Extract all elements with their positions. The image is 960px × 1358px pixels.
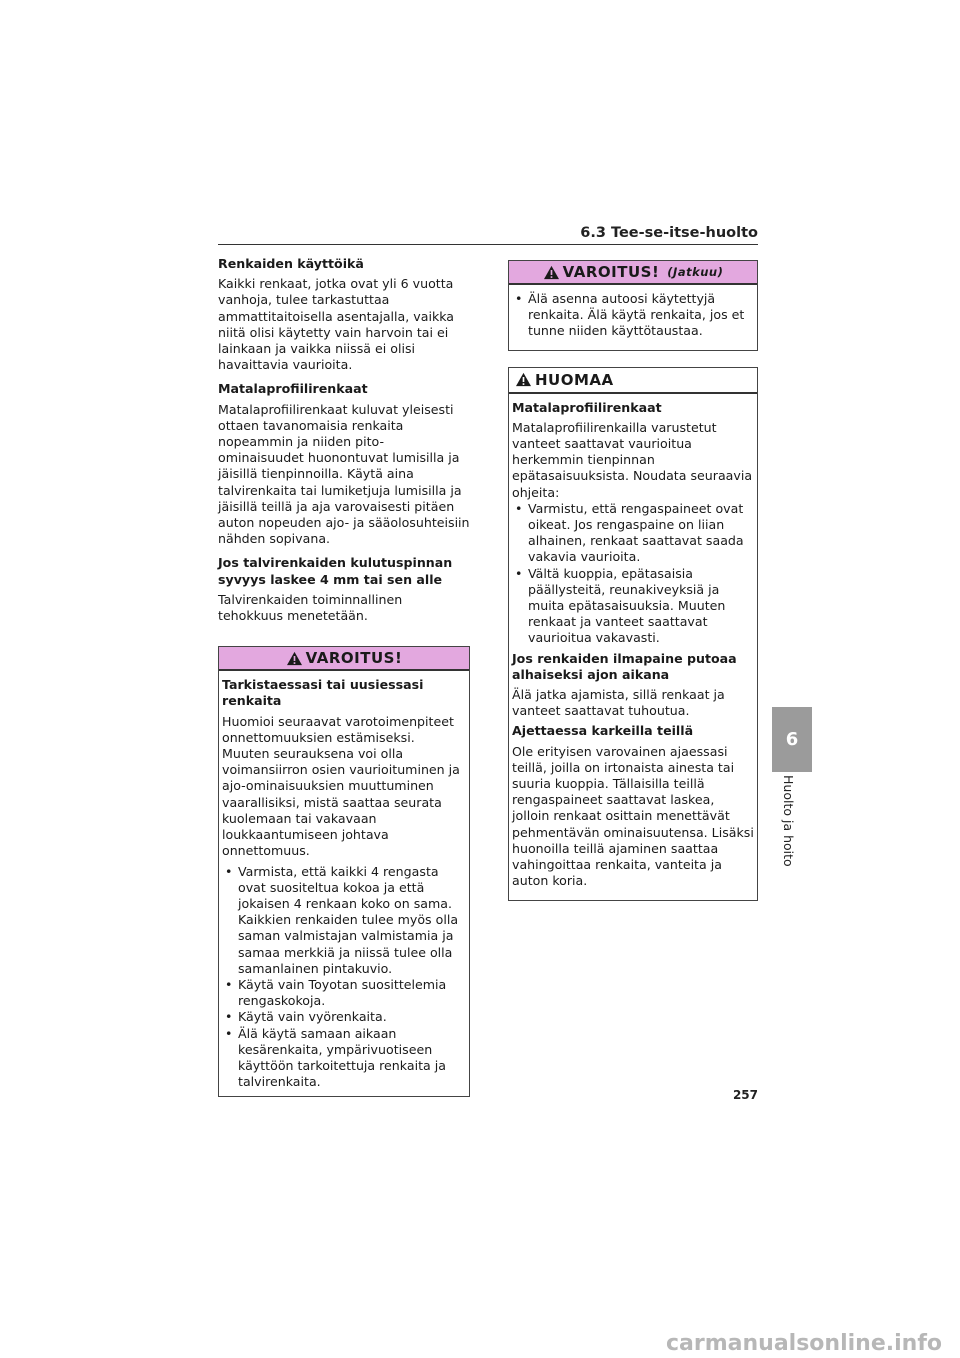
section-title: 6.3 Tee-se-itse-huolto: [580, 225, 758, 241]
continued-label: (Jatkuu): [667, 264, 724, 279]
paragraph-winter-tread: Talvirenkaiden toiminnallinen tehokkuus menetetään.: [218, 591, 403, 624]
warning-header: [219, 647, 469, 671]
watermark: carmanualsonline.info: [666, 1331, 942, 1356]
notice-paragraph-low-profile: Matalaprofiilirenkailla varustetut vanteet saattavat vaurioitua herkemmin tienpinnan epätasaisuuksista. Noudata seuraavia ohjeita:: [512, 419, 753, 500]
warning-continued-header: [509, 261, 757, 285]
warning-triangle-icon: [286, 651, 303, 666]
notice-header: [509, 368, 757, 394]
warning-triangle-icon: [543, 265, 560, 280]
list-item: • Älä asenna autoosi käytettyjä renkaita. Älä käytä renkaita, jos et tunne niiden käyttötaustaa.: [512, 291, 754, 340]
list-item: • Älä käytä samaan aikaan kesärenkaita, ympärivuotiseen käyttöön tarkoitettuja renkaita ja talvirenkaita.: [222, 1026, 466, 1091]
header-divider: [218, 244, 758, 245]
notice-heading-pressure: Jos renkaiden ilmapaine putoaa alhaiseksi ajon aikana: [512, 650, 737, 682]
notice-paragraph-pressure: Älä jatka ajamista, sillä renkaat ja vanteet saattavat tuhoutua.: [512, 687, 725, 719]
list-item: • Varmista, että kaikki 4 rengasta ovat suositeltua kokoa ja että jokaisen 4 renkaan koko on sama. Kaikkien renkaiden tulee myös olla saman valmistajan valmistamia ja samaa merkkiä ja niissä tulee olla samanlainen pintakuvio.: [222, 864, 466, 977]
notice-body: [509, 394, 757, 900]
list-item: • Varmistu, että rengaspaineet ovat oikeat. Jos rengaspaine on liian alhainen, renkaat saattavat saada vakavia vaurioita.: [512, 501, 754, 566]
paragraph-tire-age: Kaikki renkaat, jotka ovat yli 6 vuotta vanhoja, tulee tarkastuttaa ammattitaitoisella asentajalla, vaikka niitä olisi käytetty vain harvoin tai ei lainkaan ja vaikka niissä ei olisi havaittavia vaurioita.: [218, 276, 455, 373]
warning-title: VAROITUS!: [305, 649, 403, 668]
page-number: 257: [732, 1088, 758, 1102]
heading-tire-age: Renkaiden käyttöikä: [218, 256, 364, 271]
warning-continued-title: VAROITUS!: [562, 262, 660, 281]
notice-title: HUOMAA: [535, 370, 614, 389]
warning-triangle-icon: [515, 372, 532, 387]
list-item: • Vältä kuoppia, epätasaisia päällysteitä, reunakiveyksiä ja muita epätasaisuuksia. Muuten renkaat ja vanteet saattavat vaurioitua vakavasti.: [512, 566, 754, 647]
notice-heading-rough-roads: Ajettaessa karkeilla teillä: [512, 723, 694, 739]
notice-heading-low-profile: Matalaprofiilirenkaat: [512, 399, 662, 415]
heading-low-profile: Matalaprofiilirenkaat: [218, 381, 368, 397]
list-item: • Käytä vain vyörenkaita.: [222, 1009, 466, 1025]
notice-box: [508, 367, 758, 901]
notice-bullet-list: [512, 501, 754, 647]
chapter-label: Huolto ja hoito: [781, 775, 796, 867]
left-column: [218, 256, 470, 1097]
warning-continued-box: [508, 260, 758, 351]
right-column: [508, 260, 758, 901]
heading-winter-tread: Jos talvirenkaiden kulutuspinnan syvyys laskee 4 mm tai sen alle: [218, 555, 453, 587]
warning-body: [219, 671, 469, 1096]
warning-intro: Huomioi seuraavat varotoimenpiteet onnettomuuksien estämiseksi. Muuten seurauksena voi olla voimansiirron osien vaurioituminen ja ajo-ominaisuuksien muuttuminen vaarallisiksi, mistä saattaa seurata kuolemaan tai vakavaan loukkaantumiseen johtava onnettomuus.: [222, 713, 460, 859]
list-item: • Käytä vain Toyotan suosittelemia rengaskokoja.: [222, 977, 466, 1009]
notice-paragraph-rough-roads: Ole erityisen varovainen ajaessasi teillä, joilla on irtonaista ainesta tai suuria kuoppia. Tällaisilla teillä rengaspaineet saattavat laskea, jolloin renkaat osittain menettävät pehmentävän ominaisuutensa. Lisäksi huonoilla teillä ajaminen saattaa vahingoittaa renkaita, vanteita ja auton koria.: [512, 743, 754, 889]
warning-heading: Tarkistaessasi tai uusiessasi renkaita: [222, 677, 424, 709]
warning-bullet-list: [222, 864, 466, 1091]
paragraph-low-profile: Matalaprofiilirenkaat kuluvat yleisesti ottaen tavanomaisia renkaita nopeammin ja niiden pito-ominaisuudet huonontuvat lumisilla ja jäisillä tienpinnoilla. Käytä aina talvirenkaita tai lumiketjuja lumisilla ja jäisillä teillä ja aja varovaisesti pitäen auton nopeuden ajo- ja sääolosuhteisiin nähden sopivana.: [218, 401, 470, 547]
warning-continued-list: [512, 291, 754, 340]
warning-box: [218, 646, 470, 1097]
chapter-tab: 6: [772, 707, 812, 772]
warning-continued-body: [509, 285, 757, 350]
